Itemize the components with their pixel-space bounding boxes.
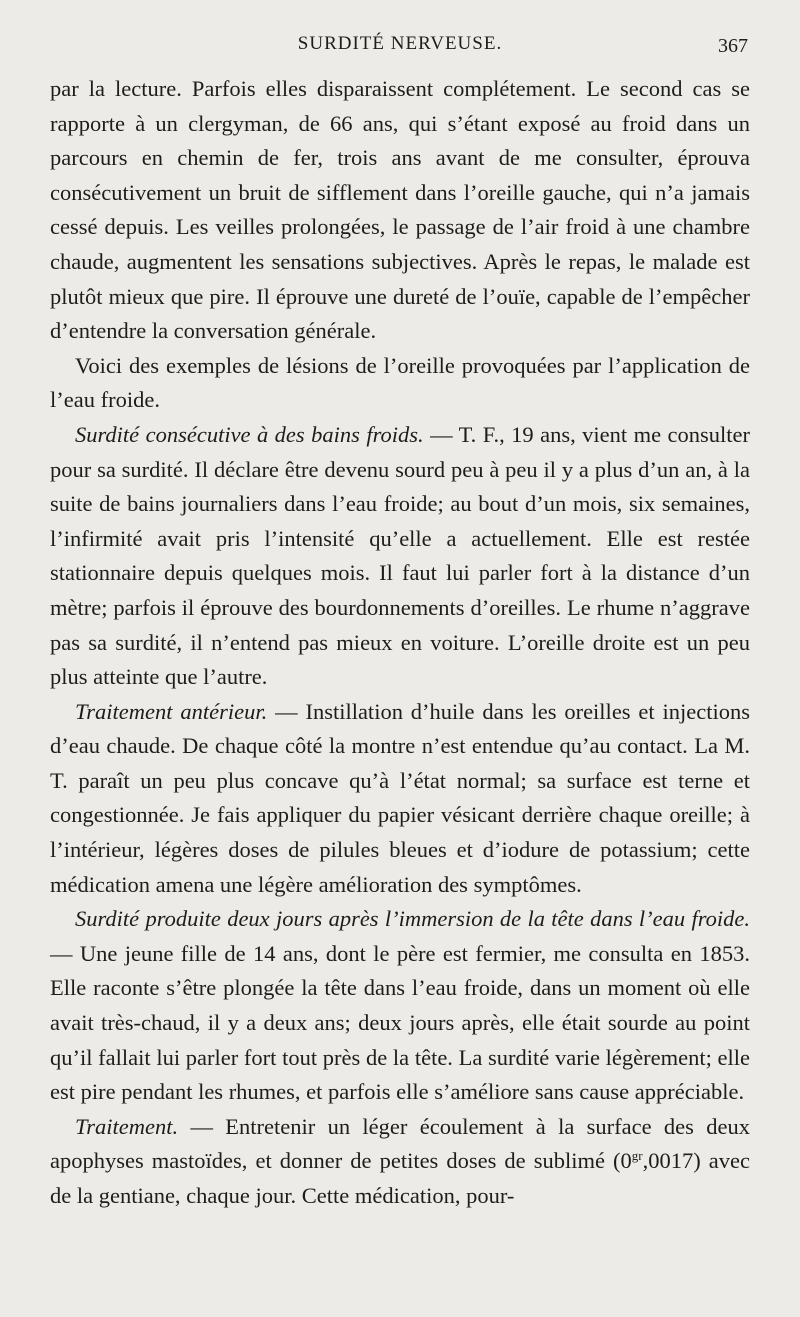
paragraph-4 [50,695,750,903]
treatment-heading: Traitement antérieur. [75,698,268,724]
running-head [50,33,750,63]
body-text [50,72,750,1214]
case-heading: Surdité consécutive à des bains froids. [75,421,424,447]
paragraph-text: — Entretenir un léger écoulement à la surface des deux apophyses mastoïdes, et donner de petites doses de sublimé (0 [50,1113,750,1174]
paragraph-1 [50,72,750,349]
page-number: 367 [718,35,748,57]
paragraph-text: ,0017) avec de la gentiane, chaque jour. Cette médication, pour- [50,1148,751,1208]
running-title: SURDITÉ NERVEUSE. [297,33,503,54]
paragraph-text: par la lecture. Parfois elles disparaissent complétement. Le second cas se rapporte à un clergyman, de 66 ans, qui s’étant exposé au froid dans un parcours en chemin de fer, trois ans avant de me consulter, éprouva consécutivement un bruit de sifflement dans l’oreille gauche, qui n’a jamais cessé depuis. Les veilles prolongées, le passage de l’air froid à une chambre chaude, augmentent les sensations subjectives. Après le repas, le malade est plutôt mieux que pire. Il éprouve une dureté de l’ouïe, capable de l’empêcher d’entendre la conversation générale. [50,76,750,344]
paragraph-3 [50,418,750,695]
paragraph-text: — T. F., 19 ans, vient me consulter pour sa surdité. Il déclare être devenu sourd peu à peu il y a plus d’un an, à la suite de bains journaliers dans l’eau froide; au bout d’un mois, six semaines, l’infirmité avait pris l’intensité qu’elle a actuellement. Elle est restée stationnaire depuis quelques mois. Il faut lui parler fort à la distance d’un mètre; parfois il éprouve des bourdonnements d’oreilles. Le rhume n’aggrave pas sa surdité, il n’entend pas mieux en voiture. L’oreille droite est un peu plus atteinte que l’autre. [50,421,750,690]
paragraph-2 [50,349,750,418]
paragraph-text: Voici des exemples de lésions de l’oreille provoquées par l’application de l’eau froide. [50,352,750,413]
case-heading: Surdité produite deux jours après l’immersion de la tête dans l’eau froide. [75,906,750,932]
paragraph-text: — Une jeune fille de 14 ans, dont le père est fermier, me consulta en 1853. Elle raconte s’être plongée la tête dans l’eau froide, dans un moment où elle avait très-chaud, il y a deux ans; deux jours après, elle était sourde au point qu’il fallait lui parler fort tout près de la tête. La surdité varie légèrement; elle est pire pendant les rhumes, et parfois elle s’améliore sans cause appréciable. [50,940,750,1105]
paragraph-6 [50,1110,750,1214]
paragraph-text: — Instillation d’huile dans les oreilles et injections d’eau chaude. De chaque côté la montre n’est entendue qu’au contact. La M. T. paraît un peu plus concave qu’à l’état normal; sa surface est terne et congestionnée. Je fais appliquer du papier vésicant derrière chaque oreille; à l’intérieur, légères doses de pilules bleues et d’iodure de potassium; cette médication amena une légère amélioration des symptômes. [50,698,750,897]
paragraph-5 [50,902,750,1110]
treatment-heading: Traitement. [75,1113,179,1139]
gram-superscript: gr [631,1148,643,1164]
